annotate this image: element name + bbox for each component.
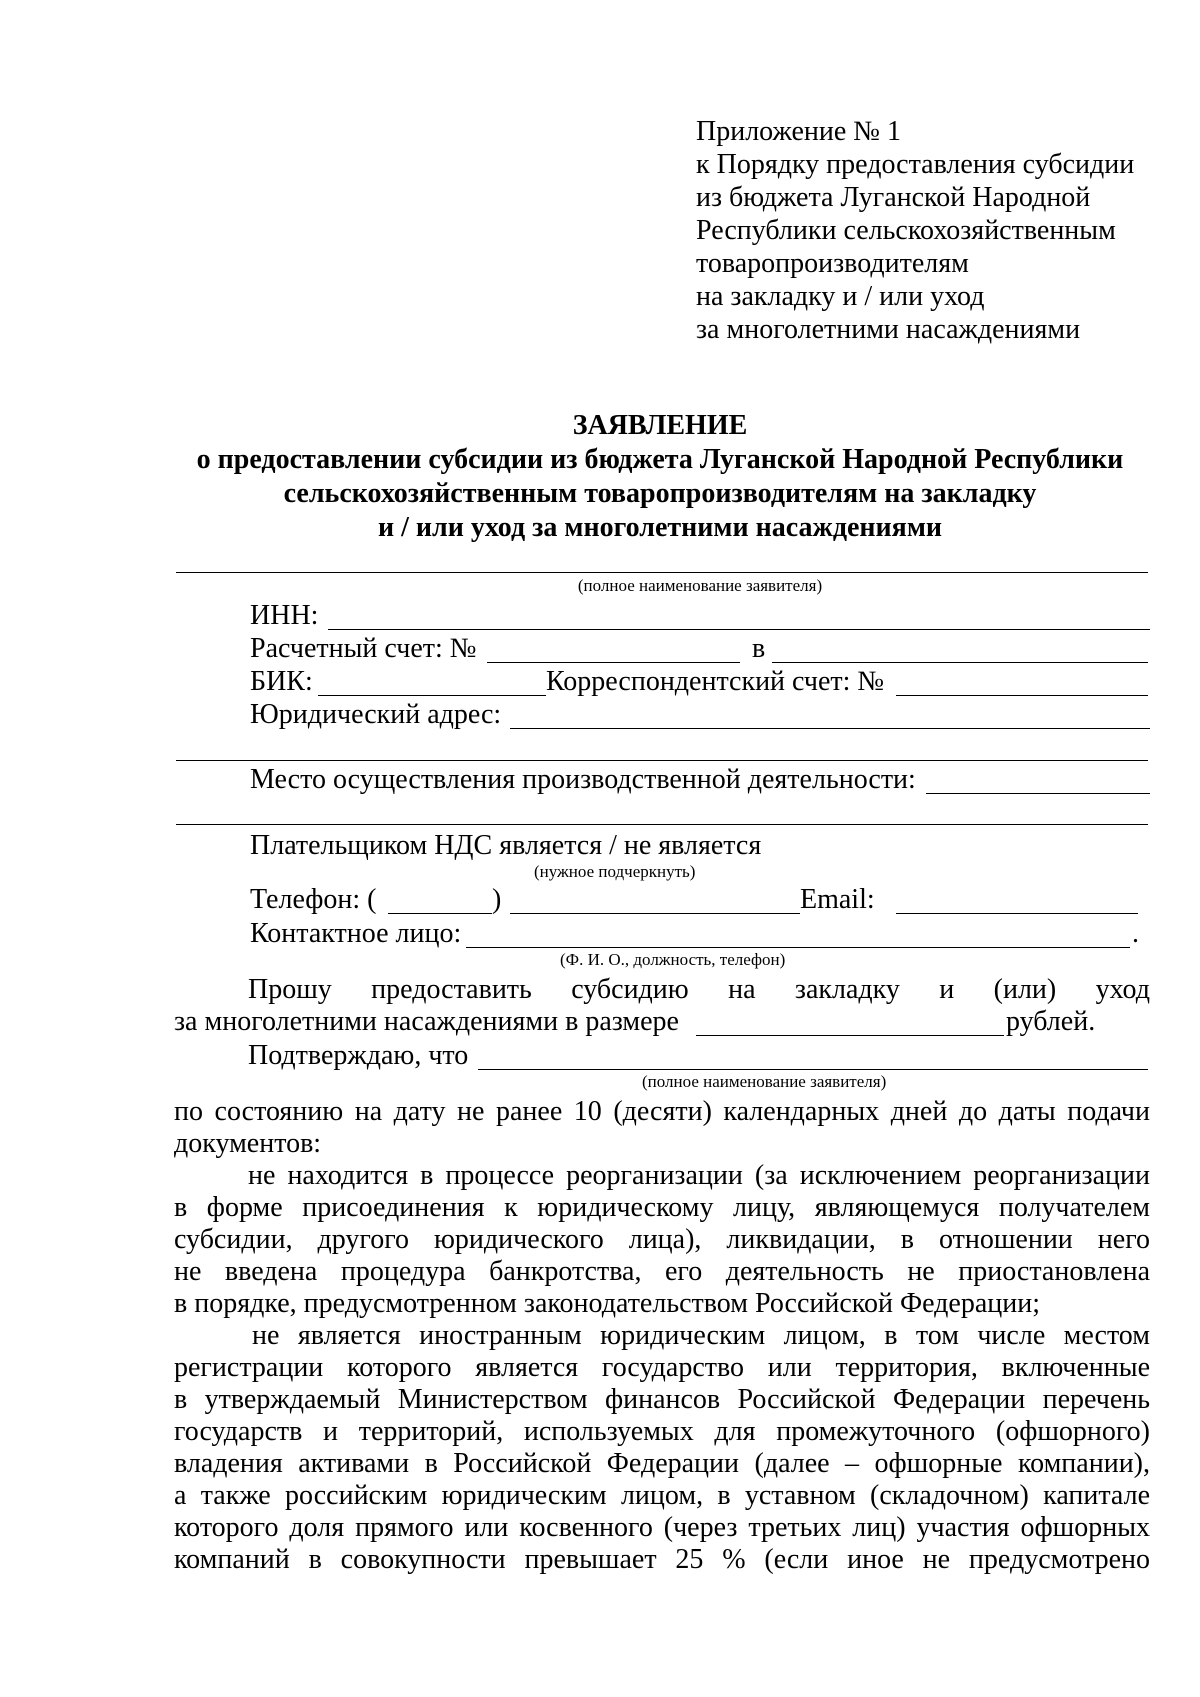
confirm-label: Подтверждаю, что [248,1040,469,1071]
contact-label: Контактное лицо: [250,918,462,949]
phone-code-field[interactable] [388,913,492,914]
address-field[interactable] [510,728,1150,729]
para1-line-4: не введена процедура банкротства, его деятельность не приостановлена [174,1256,1150,1287]
para1-line-3: субсидии, другого юридического лица), ликвидации, в отношении него [174,1224,1150,1255]
vat-label: Плательщиком НДС является / не является [250,830,762,861]
request-line-1: Прошу предоставить субсидию на закладку и (или) уход [248,974,1150,1005]
request-line-2-text: за многолетними насаждениями в размере [174,1006,679,1037]
corr-account-label: Корреспондентский счет: № [546,666,885,697]
email-field[interactable] [896,913,1138,914]
phone-number-field[interactable] [510,913,800,914]
account-in-label: в [752,633,766,664]
vat-hint: (нужное подчеркнуть) [534,862,696,881]
para2-line-3: в утверждаемый Министерством финансов Российской Федерации перечень [174,1384,1150,1415]
place-field-continued[interactable] [176,824,1148,825]
para2-line-5: владения активами в Российской Федерации (далее – офшорные компании), [174,1448,1150,1479]
para1-line-5: в порядке, предусмотренном законодательством Российской Федерации; [174,1288,1040,1319]
title-line-1: о предоставлении субсидии из бюджета Луганской Народной Республики [196,444,1124,475]
state-line-2: документов: [174,1128,322,1159]
para2-line-7: которого доля прямого или косвенного (через третьих лиц) участия офшорных [174,1512,1150,1543]
corr-account-field[interactable] [896,695,1148,696]
appendix-line-2: к Порядку предоставления субсидии [696,149,1135,180]
email-label: Email: [800,884,875,915]
contact-hint: (Ф. И. О., должность, телефон) [560,950,786,969]
address-label: Юридический адрес: [250,699,502,730]
appendix-line-6: на закладку и / или уход [696,281,985,312]
appendix-line-7: за многолетними насаждениями [696,314,1081,345]
account-number-field[interactable] [487,662,740,663]
applicant-name-field[interactable] [176,572,1148,573]
state-line-1: по состоянию на дату не ранее 10 (десяти) календарных дней до даты подачи [174,1096,1150,1127]
title-line-2: сельскохозяйственным товаропроизводителям на закладку [283,478,1037,509]
rubles-label: рублей. [1006,1006,1096,1037]
place-field[interactable] [926,793,1150,794]
contact-end: . [1132,918,1139,949]
confirm-applicant-field[interactable] [478,1069,1148,1070]
contact-field[interactable] [466,947,1130,948]
appendix-line-4: Республики сельскохозяйственным [696,215,1116,246]
request-line-2 [174,1006,679,1038]
bik-field[interactable] [318,695,546,696]
bank-name-field[interactable] [772,662,1148,663]
confirm-hint: (полное наименование заявителя) [642,1072,887,1091]
appendix-line-1: Приложение № 1 [696,116,901,147]
inn-label: ИНН: [250,600,319,631]
para2-line-1: не является иностранным юридическим лицом, в том числе местом [252,1320,1150,1351]
inn-field[interactable] [328,629,1150,630]
phone-label: Телефон: ( [250,884,377,915]
para2-line-6: а также российским юридическим лицом, в уставном (складочном) капитале [174,1480,1150,1511]
para2-line-8: компаний в совокупности превышает 25 % (если иное не предусмотрено [174,1544,1150,1575]
para1-line-1: не находится в процессе реорганизации (за исключением реорганизации [248,1160,1150,1191]
para2-line-2: регистрации которого является государство или территория, включенные [174,1352,1150,1383]
applicant-name-hint: (полное наименование заявителя) [577,576,823,595]
place-label: Место осуществления производственной деятельности: [250,764,916,795]
subsidy-amount-field[interactable] [696,1035,1004,1036]
document-title: ЗАЯВЛЕНИЕ [572,410,748,441]
para1-line-2: в форме присоединения к юридическому лицу, являющемуся получателем [174,1192,1150,1223]
appendix-line-3: из бюджета Луганской Народной [696,182,1091,213]
bik-label: БИК: [250,666,313,697]
appendix-line-5: товаропроизводителям [696,248,969,279]
account-label: Расчетный счет: № [250,633,477,664]
title-line-3: и / или уход за многолетними насаждениями [377,512,943,543]
para2-line-4: государств и территорий, используемых для промежуточного (офшорного) [174,1416,1150,1447]
phone-close-paren: ) [492,884,502,915]
address-field-continued[interactable] [176,760,1148,761]
